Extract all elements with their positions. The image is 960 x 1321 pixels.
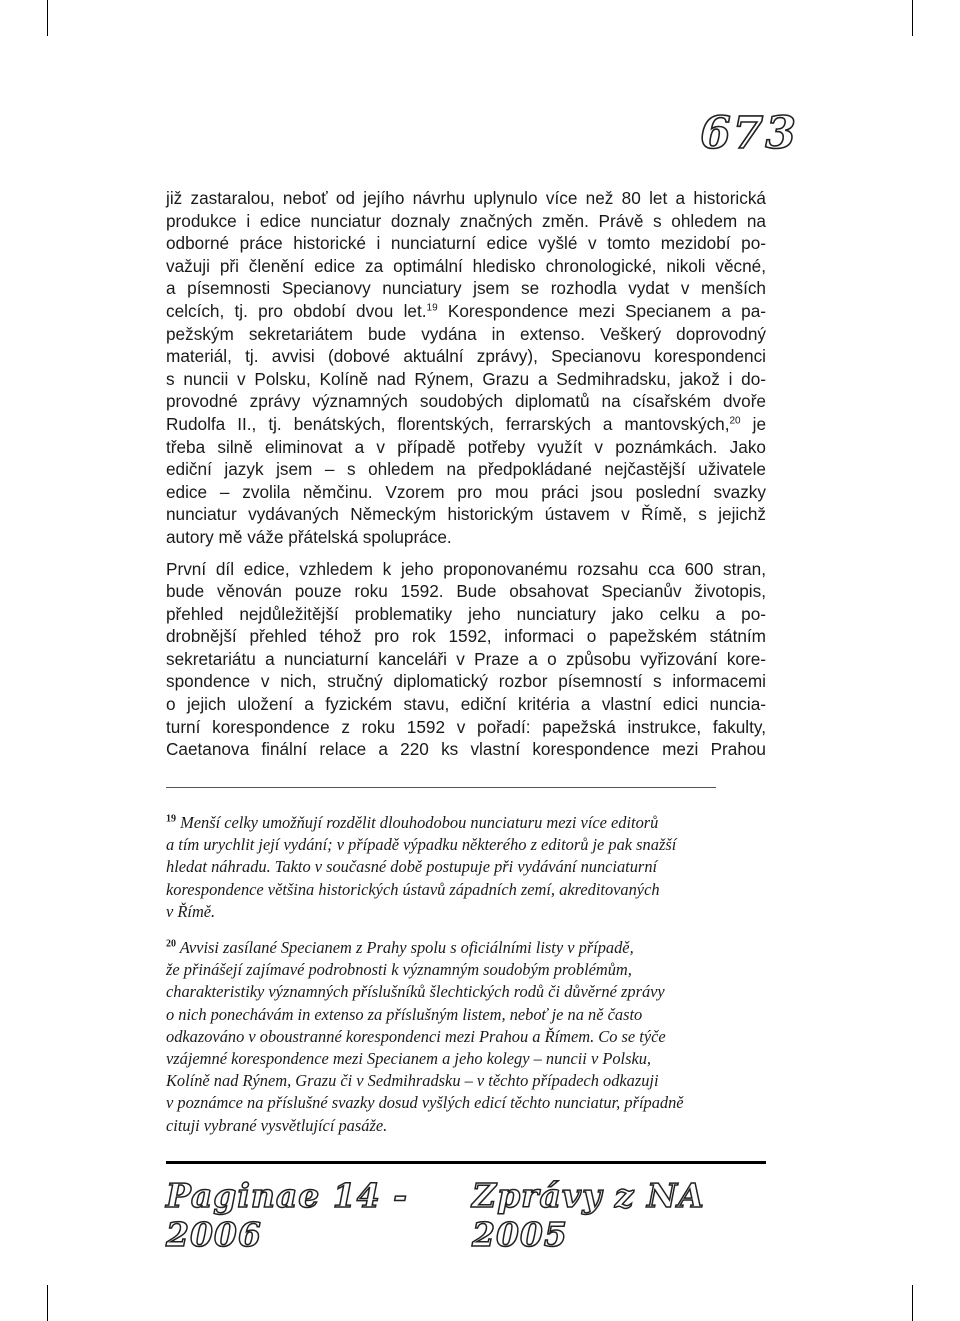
text-line: edice – zvolila němčinu. Vzorem pro mou práci jsou poslední svazky <box>166 481 766 502</box>
text-line: Caetanova finální relace a 220 ks vlastní korespondence mezi Prahou <box>166 739 766 760</box>
page-number: 673 <box>700 108 798 159</box>
text-line: První díl edice, vzhledem k jeho proponovanému rozsahu cca 600 stran, <box>166 558 766 579</box>
footnotes <box>166 812 766 1151</box>
text-segment: Menší celky umožňují rozdělit dlouhodobou nunciaturu mezi více editorů <box>176 813 659 832</box>
footnote-number: 20 <box>166 938 176 950</box>
text-line: ediční jazyk jsem – s ohledem na předpokládané nejčastější uživatele <box>166 459 766 480</box>
footnote-ref-20[interactable]: 20 <box>729 415 741 427</box>
text-line: korespondence většina historických ústavů západních zemí, akreditovaných <box>166 879 660 899</box>
crop-mark <box>912 0 913 36</box>
crop-mark <box>912 1285 913 1321</box>
text-line: turní korespondence z roku 1592 v pořadí: papežská instrukce, fakulty, <box>166 716 766 737</box>
text-line <box>166 812 766 834</box>
text-segment: Avvisi zasílané Specianem z Prahy spolu s oficiálními listy v případě, <box>176 938 634 958</box>
text-segment: je <box>740 413 766 434</box>
footer-right: Zprávy z NA 2005 <box>471 1176 705 1254</box>
text-line: v Římě. <box>166 901 216 921</box>
text-line: sekretariátu a nunciaturní kanceláři v Praze a o způsobu vyřizování kore- <box>166 648 766 669</box>
text-line: nunciatur vydávaných Německým historickým ústavem v Římě, s jejichž <box>166 504 766 525</box>
text-line: Kolíně nad Rýnem, Grazu či v Sedmihradsku – v těchto případech odkazuji <box>166 1071 659 1091</box>
text-line: vzájemné korespondence mezi Specianem a jeho kolegy – nuncii v Polsku, <box>166 1049 652 1069</box>
text-line: materiál, tj. avvisi (dobové aktuální zprávy), Specianovu korespondenci <box>166 346 766 367</box>
text-line: odkazováno v oboustranné korespondenci mezi Prahou a Římem. Co se týče <box>166 1026 666 1046</box>
running-footer <box>166 1176 770 1254</box>
paragraph-2 <box>166 558 766 761</box>
text-line: třeba silně eliminovat a v případě potřeby využít v poznámkách. Jako <box>166 436 766 457</box>
footnote-19 <box>166 812 766 923</box>
text-line: o jejich uložení a fyzickém stavu, ediční kritéria a vlastní edici nuncia- <box>166 694 766 715</box>
text-line: važuji při členění edice za optimální hledisko chronologické, nikoli věcné, <box>166 255 766 276</box>
text-line: charakteristiky významných příslušníků šlechtických rodů či důvěrné zprávy <box>166 982 665 1002</box>
text-line: přehled nejdůležitější problematiky jeho nunciatury jako celku a po- <box>166 603 766 624</box>
footnote-number: 19 <box>166 813 176 825</box>
text-line: o nich ponechávám in extenso za příslušným listem, neboť je na ně často <box>166 1004 643 1024</box>
footnote-ref-19[interactable]: 19 <box>426 302 438 314</box>
text-line: v poznámce na příslušné svazky dosud vyšlých edicí těchto nunciatur, případně <box>166 1093 684 1113</box>
footer-left: Paginae 14 - 2006 <box>166 1176 408 1254</box>
crop-mark <box>47 1285 48 1321</box>
footer-rule <box>166 1161 766 1164</box>
text-line: cituji vybrané vysvětlující pasáže. <box>166 1115 388 1135</box>
text-segment: Korespondence mezi Specianem a pa- <box>437 300 766 321</box>
text-line <box>166 937 766 959</box>
text-line: že přinášejí zajímavé podrobnosti k významným soudobým problémům, <box>166 960 632 980</box>
text-line <box>166 413 766 436</box>
text-line: spondence v nich, stručný diplomatický rozbor písemností s informacemi <box>166 671 766 692</box>
body-text <box>166 187 766 761</box>
text-line: bude věnován pouze roku 1592. Bude obsahovat Specianův životopis, <box>166 581 766 602</box>
text-line: a písemnosti Specianovy nunciatury jsem se rozhodla vydat v menších <box>166 278 766 299</box>
text-line: produkce i edice nunciatur doznaly značných změn. Právě s ohledem na <box>166 210 766 231</box>
crop-mark <box>47 0 48 36</box>
text-segment: celcích, tj. pro období dvou let. <box>166 300 427 321</box>
text-line: a tím urychlit její vydání; v případě výpadku některého z editorů je pak snažší <box>166 835 677 855</box>
text-line <box>166 300 766 323</box>
text-segment: Rudolfa II., tj. benátských, florentských, ferrarských a mantovských, <box>166 413 730 434</box>
paragraph-1 <box>166 187 766 549</box>
text-line: již zastaralou, neboť od jejího návrhu uplynulo více než 80 let a historická <box>166 188 766 208</box>
text-line: provodné zprávy významných soudobých diplomatů na císařském dvoře <box>166 391 766 412</box>
footnote-20 <box>166 937 766 1137</box>
text-line: drobnější přehled téhož pro rok 1592, informaci o papežském státním <box>166 626 766 647</box>
text-line: hledat náhradu. Takto v současné době postupuje při vydávání nunciaturní <box>166 857 658 877</box>
text-line: odborné práce historické i nunciaturní edice vyšlé v tomto mezidobí po- <box>166 233 766 254</box>
text-line: autory mě váže přátelská spolupráce. <box>166 526 452 547</box>
text-line: pežským sekretariátem bude vydána in extenso. Veškerý doprovodný <box>166 323 766 344</box>
text-line: s nuncii v Polsku, Kolíně nad Rýnem, Grazu a Sedmihradsku, jakož i do- <box>166 368 766 389</box>
footnote-separator <box>166 787 716 788</box>
